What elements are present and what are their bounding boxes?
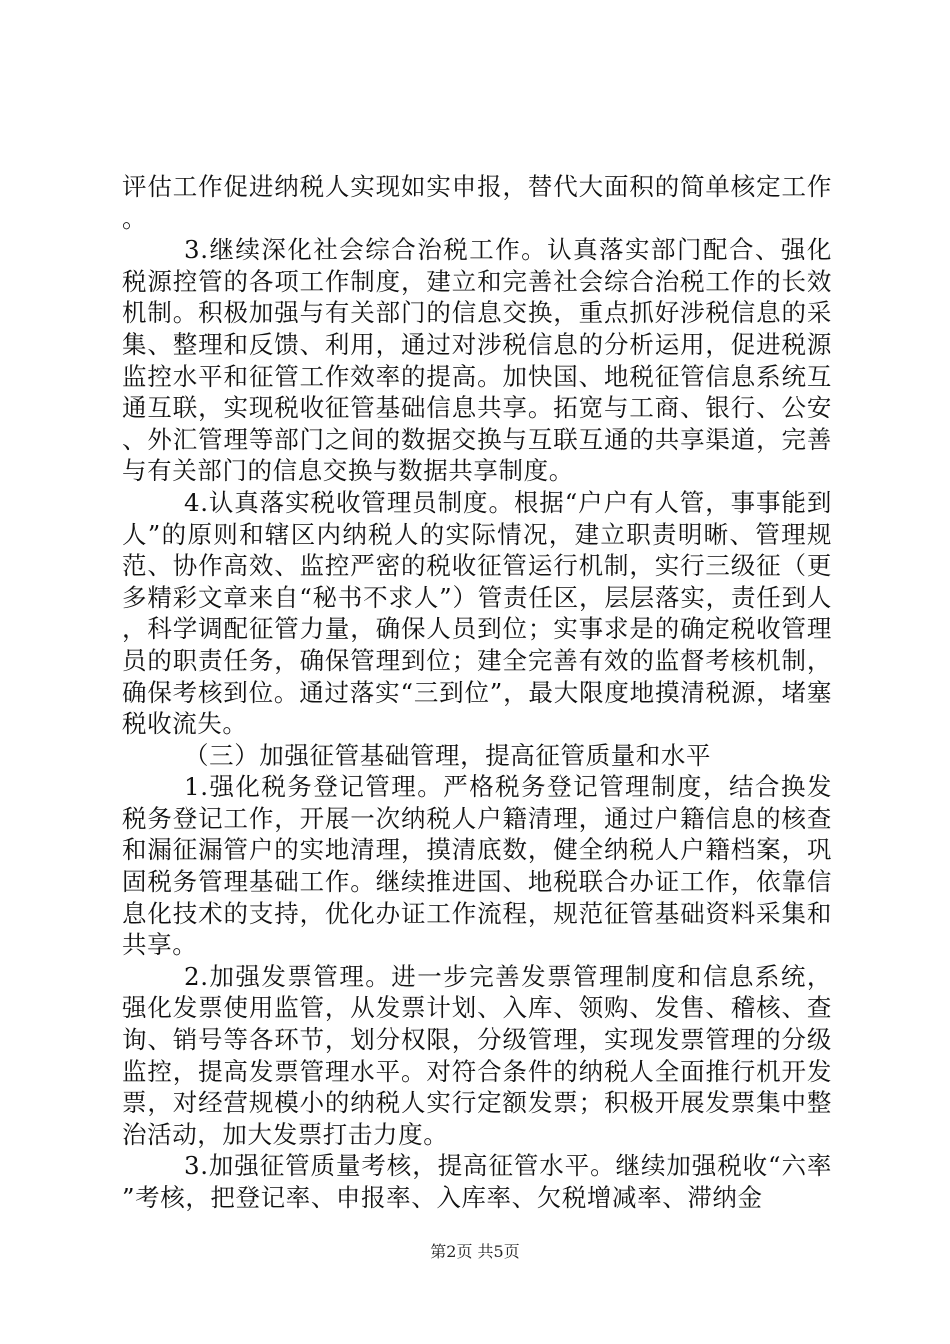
- page-number-footer: 第2页 共5页: [430, 1242, 520, 1261]
- section-heading-3: （三）加强征管基础管理，提高征管质量和水平: [184, 740, 712, 770]
- paragraph-item-1-registration: 1.强化税务登记管理。严格税务登记管理制度，结合换发税务登记工作，开展一次纳税人户籍清理，通过户籍信息的核查和漏征漏管户的实地清理，摸清底数，健全纳税人户籍档案，巩固税务管理基础工作。继续推进国、地税联合办证工作，依靠信息化技术的支持，优化办证工作流程，规范征管基础资料采集和共享。: [122, 772, 832, 960]
- paragraph-item-2-invoice: 2.加强发票管理。进一步完善发票管理制度和信息系统，强化发票使用监管，从发票计划、入库、领购、发售、稽核、查询、销号等各环节，划分权限，分级管理，实现发票管理的分级监控，提高发票管理水平。对符合条件的纳税人全面推行机开发票，对经营规模小的纳税人实行定额发票；积极开展发票集中整治活动，加大发票打击力度。: [122, 961, 832, 1149]
- paragraph-continuation: 评估工作促进纳税人实现如实申报，替代大面积的简单核定工作。: [122, 172, 832, 233]
- document-body: [122, 171, 832, 1214]
- paragraph-item-3-quality: 3.加强征管质量考核，提高征管水平。继续加强税收“六率”考核，把登记率、申报率、入库率、欠税增减率、滞纳金: [122, 1151, 832, 1212]
- paragraph-item-4-tax-manager: 4.认真落实税收管理员制度。根据“户户有人管，事事能到人”的原则和辖区内纳税人的实际情况，建立职责明晰、管理规范、协作高效、监控严密的税收征管运行机制，实行三级征（更多精彩文章来自“秘书不求人”）管责任区，层层落实，责任到人，科学调配征管力量，确保人员到位；实事求是的确定税收管理员的职责任务，确保管理到位；建全完善有效的监督考核机制，确保考核到位。通过落实“三到位”，最大限度地摸清税源，堵塞税收流失。: [122, 487, 832, 739]
- paragraph-item-3-social-tax: 3.继续深化社会综合治税工作。认真落实部门配合、强化税源控管的各项工作制度，建立和完善社会综合治税工作的长效机制。积极加强与有关部门的信息交换，重点抓好涉税信息的采集、整理和反馈、利用，通过对涉税信息的分析运用，促进税源监控水平和征管工作效率的提高。加快国、地税征管信息系统互通互联，实现税收征管基础信息共享。拓宽与工商、银行、公安、外汇管理等部门之间的数据交换与互联互通的共享渠道，完善与有关部门的信息交换与数据共享制度。: [122, 235, 832, 486]
